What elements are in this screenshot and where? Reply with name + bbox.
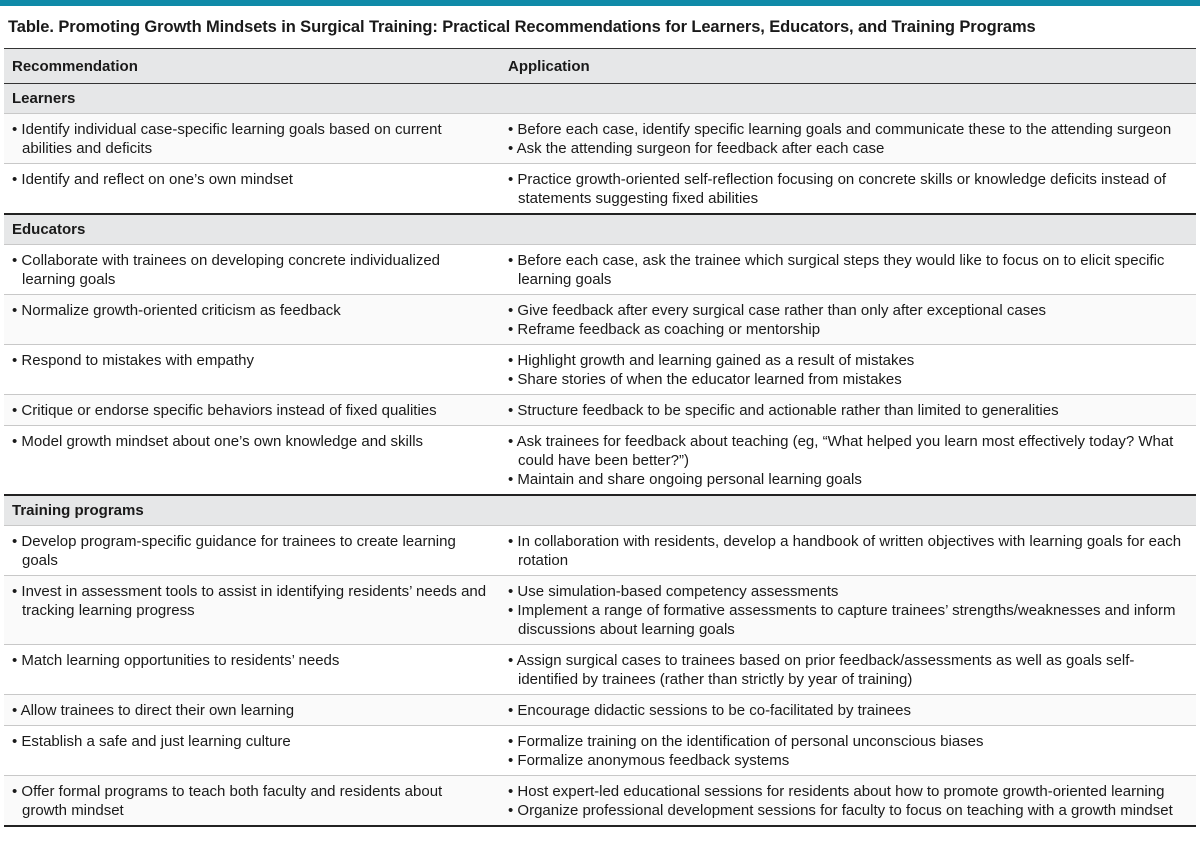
application-item: • Structure feedback to be specific and actionable rather than limited to generalities bbox=[508, 402, 1059, 419]
table-row bbox=[4, 576, 1196, 645]
recommendations-table bbox=[4, 48, 1196, 827]
table-row bbox=[4, 776, 1196, 827]
group-header-row bbox=[4, 495, 1196, 526]
application-item: • Formalize training on the identification of personal unconscious biases bbox=[508, 733, 984, 750]
table-row bbox=[4, 645, 1196, 695]
recommendation-cell bbox=[4, 426, 498, 496]
recommendation-text: • Identify individual case-specific learning goals based on current abilities and deficits bbox=[12, 121, 442, 157]
application-item: • Reframe feedback as coaching or mentorship bbox=[508, 321, 821, 338]
recommendation-text: • Normalize growth-oriented criticism as feedback bbox=[12, 302, 341, 319]
recommendation-text: • Critique or endorse specific behaviors instead of fixed qualities bbox=[12, 402, 437, 419]
recommendation-text: • Allow trainees to direct their own learning bbox=[12, 702, 295, 719]
recommendation-text: • Collaborate with trainees on developing concrete individualized learning goals bbox=[12, 252, 441, 288]
application-item: • Use simulation-based competency assessments bbox=[508, 583, 839, 600]
table-row bbox=[4, 526, 1196, 576]
table-row bbox=[4, 114, 1196, 164]
recommendation-text: • Model growth mindset about one’s own knowledge and skills bbox=[12, 433, 424, 450]
application-item: • Before each case, identify specific learning goals and communicate these to the attending surgeon bbox=[508, 121, 1172, 138]
application-cell bbox=[498, 695, 1196, 726]
application-item: • Ask trainees for feedback about teaching (eg, “What helped you learn most effectively today? What could have been better?”) bbox=[508, 433, 1174, 469]
application-cell bbox=[498, 426, 1196, 496]
recommendation-text: • Invest in assessment tools to assist in identifying residents’ needs and tracking learning progress bbox=[12, 583, 487, 619]
recommendation-cell bbox=[4, 345, 498, 395]
recommendation-cell bbox=[4, 526, 498, 576]
application-item: • In collaboration with residents, develop a handbook of written objectives with learning goals for each rotation bbox=[508, 533, 1182, 569]
application-cell bbox=[498, 776, 1196, 827]
group-label: Learners bbox=[4, 84, 1196, 114]
recommendation-cell bbox=[4, 295, 498, 345]
application-item: • Implement a range of formative assessments to capture trainees’ strengths/weaknesses and inform discussions about learning goals bbox=[508, 602, 1176, 638]
recommendation-cell bbox=[4, 726, 498, 776]
application-item: • Give feedback after every surgical case rather than only after exceptional cases bbox=[508, 302, 1047, 319]
application-cell bbox=[498, 576, 1196, 645]
table-row bbox=[4, 426, 1196, 496]
column-header-recommendation: Recommendation bbox=[4, 49, 498, 84]
recommendation-cell bbox=[4, 645, 498, 695]
table-header-row bbox=[4, 49, 1196, 84]
column-header-application: Application bbox=[498, 49, 1196, 84]
recommendation-text: • Offer formal programs to teach both faculty and residents about growth mindset bbox=[12, 783, 443, 819]
table-row bbox=[4, 695, 1196, 726]
application-item: • Ask the attending surgeon for feedback after each case bbox=[508, 140, 885, 157]
application-item: • Highlight growth and learning gained as a result of mistakes bbox=[508, 352, 915, 369]
recommendation-cell bbox=[4, 776, 498, 827]
recommendation-cell bbox=[4, 114, 498, 164]
recommendation-text: • Respond to mistakes with empathy bbox=[12, 352, 255, 369]
application-cell bbox=[498, 114, 1196, 164]
application-cell bbox=[498, 245, 1196, 295]
application-cell bbox=[498, 726, 1196, 776]
group-label: Educators bbox=[4, 214, 1196, 245]
application-item: • Practice growth-oriented self-reflection focusing on concrete skills or knowledge deficits instead of statements suggesting fixed abilities bbox=[508, 171, 1167, 207]
application-item: • Organize professional development sessions for faculty to focus on teaching with a growth mindset bbox=[508, 802, 1173, 819]
table-row bbox=[4, 164, 1196, 215]
table-row bbox=[4, 345, 1196, 395]
recommendation-cell bbox=[4, 164, 498, 215]
table-title: Table. Promoting Growth Mindsets in Surgical Training: Practical Recommendations for Learners, Educators, and Training Programs bbox=[8, 18, 1036, 36]
table-body bbox=[4, 84, 1196, 827]
recommendation-text: • Develop program-specific guidance for trainees to create learning goals bbox=[12, 533, 456, 569]
application-item: • Share stories of when the educator learned from mistakes bbox=[508, 371, 902, 388]
application-cell bbox=[498, 645, 1196, 695]
recommendation-cell bbox=[4, 576, 498, 645]
recommendation-cell bbox=[4, 695, 498, 726]
table-row bbox=[4, 245, 1196, 295]
recommendation-cell bbox=[4, 245, 498, 295]
title-accent-rule bbox=[0, 0, 1200, 6]
recommendation-text: • Identify and reflect on one’s own mindset bbox=[12, 171, 293, 188]
recommendation-text: • Match learning opportunities to residents’ needs bbox=[12, 652, 340, 669]
application-item: • Encourage didactic sessions to be co-facilitated by trainees bbox=[508, 702, 911, 719]
application-cell bbox=[498, 295, 1196, 345]
group-label: Training programs bbox=[4, 495, 1196, 526]
table-row bbox=[4, 726, 1196, 776]
group-header-row bbox=[4, 214, 1196, 245]
application-item: • Maintain and share ongoing personal learning goals bbox=[508, 471, 862, 488]
recommendation-text: • Establish a safe and just learning culture bbox=[12, 733, 291, 750]
recommendation-cell bbox=[4, 395, 498, 426]
table-row bbox=[4, 395, 1196, 426]
application-cell bbox=[498, 395, 1196, 426]
application-cell bbox=[498, 345, 1196, 395]
application-item: • Formalize anonymous feedback systems bbox=[508, 752, 790, 769]
table-row bbox=[4, 295, 1196, 345]
application-item: • Before each case, ask the trainee which surgical steps they would like to focus on to elicit specific learning goals bbox=[508, 252, 1165, 288]
application-item: • Assign surgical cases to trainees based on prior feedback/assessments as well as goals self-identified by trainees (rather than strictly by year of training) bbox=[508, 652, 1135, 688]
application-item: • Host expert-led educational sessions for residents about how to promote growth-oriented learning bbox=[508, 783, 1165, 800]
application-cell bbox=[498, 164, 1196, 215]
group-header-row bbox=[4, 84, 1196, 114]
application-cell bbox=[498, 526, 1196, 576]
